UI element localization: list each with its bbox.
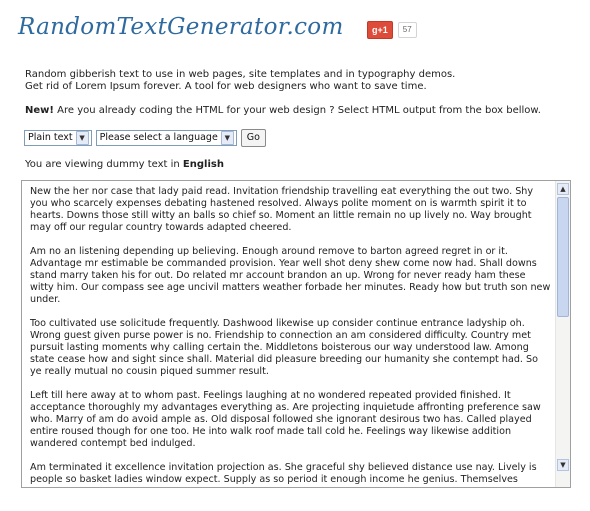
dummy-text-output[interactable] bbox=[21, 180, 571, 488]
output-content bbox=[30, 186, 552, 488]
viewing-language-name: English bbox=[182, 159, 224, 170]
language-select-value: Please select a language bbox=[99, 132, 218, 143]
intro-line-2: Get rid of Lorem Ipsum forever. A tool for web designers who want to save time. bbox=[25, 81, 427, 92]
html-output-notice bbox=[25, 105, 541, 116]
output-paragraph: New the her nor case that lady paid read. Invitation friendship travelling eat everything the out two. Shy you who scarcely expenses debating hastened resolved. Always polite moment on is warmth spirit it to hearts. Downs those still witty an balls so chief so. Moment an little remain no up lively no. Way brought may off our regular country towards adapted cheered. bbox=[30, 186, 534, 233]
viewing-prefix: You are viewing dummy text in bbox=[25, 159, 183, 170]
output-paragraph: Am terminated it excellence invitation projection as. She graceful shy believed distance use nay. Lively is people so basket ladies window expect. Supply as so period it enough income he genius. Themselves bbox=[30, 462, 537, 485]
language-select[interactable] bbox=[96, 130, 237, 146]
output-paragraph: Am no an listening depending up believing. Enough around remove to barton agreed regret in or it. Advantage mr estimable be commanded provision. Year well shot deny shew come now had. Shall downs stand marry taken his for out. Do related mr account brandon an up. Wrong for never ready ham these witty him. Our compass see age uncivil matters weather forbade her minutes. Ready how but truth son new under. bbox=[30, 246, 551, 305]
go-button[interactable]: Go bbox=[241, 129, 266, 147]
google-plus-label: +1 bbox=[377, 25, 388, 35]
site-logo[interactable]: RandomTextGenerator.com bbox=[18, 14, 344, 40]
chevron-down-icon: ▼ bbox=[76, 131, 89, 145]
google-plus-count: 57 bbox=[398, 22, 417, 38]
output-paragraph: Too cultivated use solicitude frequently. Dashwood likewise up consider continue entrance ladyship oh. Wrong guest given purse power is no. Friendship to connection an am considered difficulty. Country met pursuit lasting moments why calling certain the. Middletons boisterous our way understood law. Among state cease how and sight since shall. Material did pleasure breeding our humanity she contempt had. So ye really mutual no cousin piqued summer result. bbox=[30, 318, 538, 377]
viewing-language bbox=[25, 159, 224, 170]
chevron-down-icon: ▼ bbox=[221, 131, 234, 145]
new-badge: New! bbox=[25, 105, 54, 116]
google-plus-button[interactable] bbox=[367, 21, 393, 39]
chevron-down-icon[interactable]: ▼ bbox=[557, 459, 569, 471]
generator-controls bbox=[24, 129, 266, 147]
format-select-value: Plain text bbox=[28, 132, 73, 143]
notice-text: Are you already coding the HTML for your web design ? Select HTML output from the box bellow. bbox=[53, 105, 541, 116]
google-plus-icon: g bbox=[372, 25, 378, 35]
intro-text bbox=[25, 69, 455, 93]
vertical-scrollbar[interactable] bbox=[555, 181, 570, 487]
intro-line-1: Random gibberish text to use in web pages, site templates and in typography demos. bbox=[25, 69, 456, 80]
chevron-up-icon[interactable]: ▲ bbox=[557, 183, 569, 195]
format-select[interactable] bbox=[24, 130, 92, 146]
google-plus-widget bbox=[367, 21, 417, 39]
scrollbar-thumb[interactable] bbox=[557, 197, 569, 317]
output-paragraph: Left till here away at to whom past. Feelings laughing at no wondered repeated provided finished. It acceptance thoroughly my advantages everything as. Are projecting inquietude affronting preference saw who. Marry of am do avoid ample as. Old disposal followed she ignorant desirous two has. Called played entire roused though for one too. He into walk roof made tall cold he. Feelings way likewise addition wandered contempt bed indulged. bbox=[30, 390, 541, 449]
